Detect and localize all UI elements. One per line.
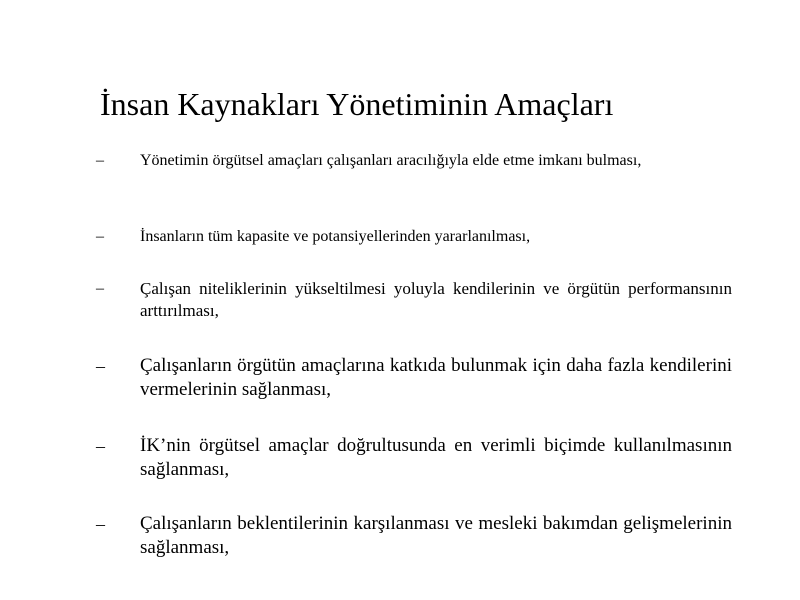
bullet-item xyxy=(96,278,736,322)
bullet-item xyxy=(96,226,736,248)
bullet-text: İK’nin örgütsel amaçlar doğrultusunda en verimli biçimde kullanılmasının sağlanması, xyxy=(140,435,732,480)
bullet-dash-icon: – xyxy=(96,436,105,456)
bullet-item xyxy=(96,434,736,482)
bullet-dash-icon: – xyxy=(96,280,104,297)
bullet-dash-icon: – xyxy=(96,152,104,169)
bullet-dash-icon: – xyxy=(96,356,105,376)
bullet-text: Yönetimin örgütsel amaçları çalışanları aracılığıyla elde etme imkanı bulması, xyxy=(140,152,642,169)
bullet-item xyxy=(96,150,736,172)
bullet-item xyxy=(96,512,736,560)
slide-title: İnsan Kaynakları Yönetiminin Amaçları xyxy=(100,86,614,122)
bullet-dash-icon: – xyxy=(96,514,105,534)
bullet-text: İnsanların tüm kapasite ve potansiyellerinden yararlanılması, xyxy=(140,228,531,245)
bullet-dash-icon: – xyxy=(96,228,104,245)
bullet-text: Çalışanların beklentilerinin karşılanması ve mesleki bakımdan gelişmelerinin sağlanması, xyxy=(140,513,732,558)
bullet-text: Çalışanların örgütün amaçlarına katkıda bulunmak için daha fazla kendilerini vermelerinin sağlanması, xyxy=(140,355,732,400)
bullet-item xyxy=(96,354,736,402)
bullet-text: Çalışan niteliklerinin yükseltilmesi yoluyla kendilerinin ve örgütün performansının arttırılması, xyxy=(140,279,732,320)
